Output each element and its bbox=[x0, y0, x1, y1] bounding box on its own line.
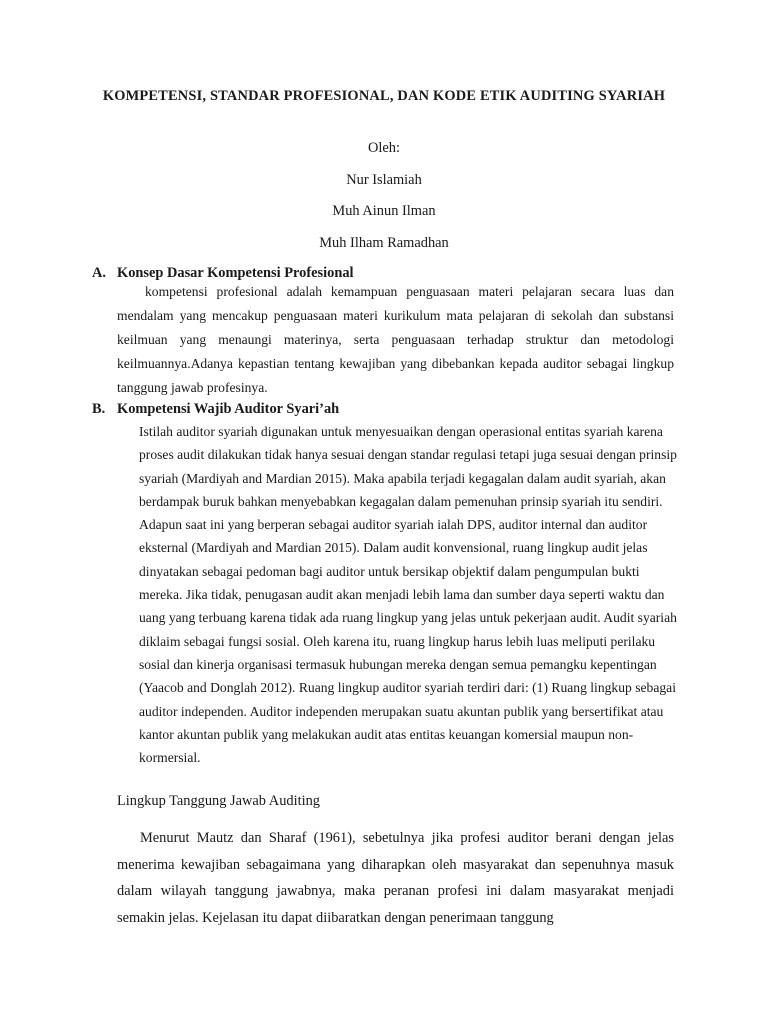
section-b-heading bbox=[92, 400, 339, 418]
section-title: Konsep Dasar Kompetensi Profesional bbox=[117, 265, 354, 281]
section-number: A. bbox=[92, 265, 106, 281]
by-label: Oleh: bbox=[368, 140, 400, 156]
document-title: KOMPETENSI, STANDAR PROFESIONAL, DAN KODE ETIK AUDITING SYARIAH bbox=[102, 88, 666, 104]
subheading: Lingkup Tanggung Jawab Auditing bbox=[117, 793, 320, 809]
section-title: Kompetensi Wajib Auditor Syari’ah bbox=[117, 401, 340, 417]
section-b-paragraph: Istilah auditor syariah digunakan untuk menyesuaikan dengan operasional entitas syariah karena proses audit dilakukan tidak hanya sesuai dengan standar regulasi tetapi juga sesuai dengan prinsip syariah (Mardiyah and Mardian 2015). Maka apabila terjadi kegagalan dalam audit syariah, akan berdampak buruk bahkan menyebabkan kegagalan dalam pemenuhan prinsip syariah itu sendiri. Adapun saat ini yang berperan sebagai auditor syariah ialah DPS, auditor internal dan auditor eksternal (Mardiyah and Mardian 2015). Dalam audit konvensional, ruang lingkup audit jelas dinyatakan sebagai pedoman bagi auditor untuk bersikap objektif dalam pengumpulan bukti mereka. Jika tidak, penugasan audit akan menjadi lebih lama dan sumber daya seperti waktu dan uang yang terbuang karena tidak ada ruang lingkup yang jelas untuk pekerjaan audit. Audit syariah diklaim sebagai fungsi sosial. Oleh karena itu, ruang lingkup harus lebih luas meliputi perilaku sosial dan kinerja organisasi termasuk hubungan mereka dengan semua pemangku kepentingan (Yaacob and Donglah 2012). Ruang lingkup auditor syariah terdiri dari: (1) Ruang lingkup sebagai auditor independen. Auditor independen merupakan suatu akuntan publik yang bersertifikat atau kantor akuntan publik yang melakukan audit atas entitas keuangan komersial maupun non-kormersial. bbox=[139, 424, 677, 766]
author-name: Muh Ilham Ramadhan bbox=[319, 235, 449, 251]
section-number: B. bbox=[92, 401, 106, 417]
author-name: Muh Ainun Ilman bbox=[332, 203, 436, 219]
section-a-paragraph: kompetensi profesional adalah kemampuan penguasaan materi pelajaran secara luas dan mendalam yang mencakup penguasaan materi kurikulum mata pelajaran di sekolah dan substansi keilmuan yang menaungi materinya, serta penguasaan terhadap struktur dan metodologi keilmuannya.Adanya kepastian tentang kewajiban yang dibebankan kepada auditor sebagai lingkup tanggung jawab profesinya. bbox=[117, 284, 674, 395]
author-name: Nur Islamiah bbox=[346, 172, 422, 188]
section-c-paragraph: Menurut Mautz dan Sharaf (1961), sebetulnya jika profesi auditor berani dengan jelas menerima kewajiban sebagaimana yang diharapkan oleh masyarakat dan sepenuhnya masuk dalam wilayah tanggung jawabnya, maka peranan profesi ini dalam masyarakat menjadi semakin jelas. Kejelasan itu dapat diibaratkan dengan penerimaan tanggung bbox=[117, 830, 674, 926]
